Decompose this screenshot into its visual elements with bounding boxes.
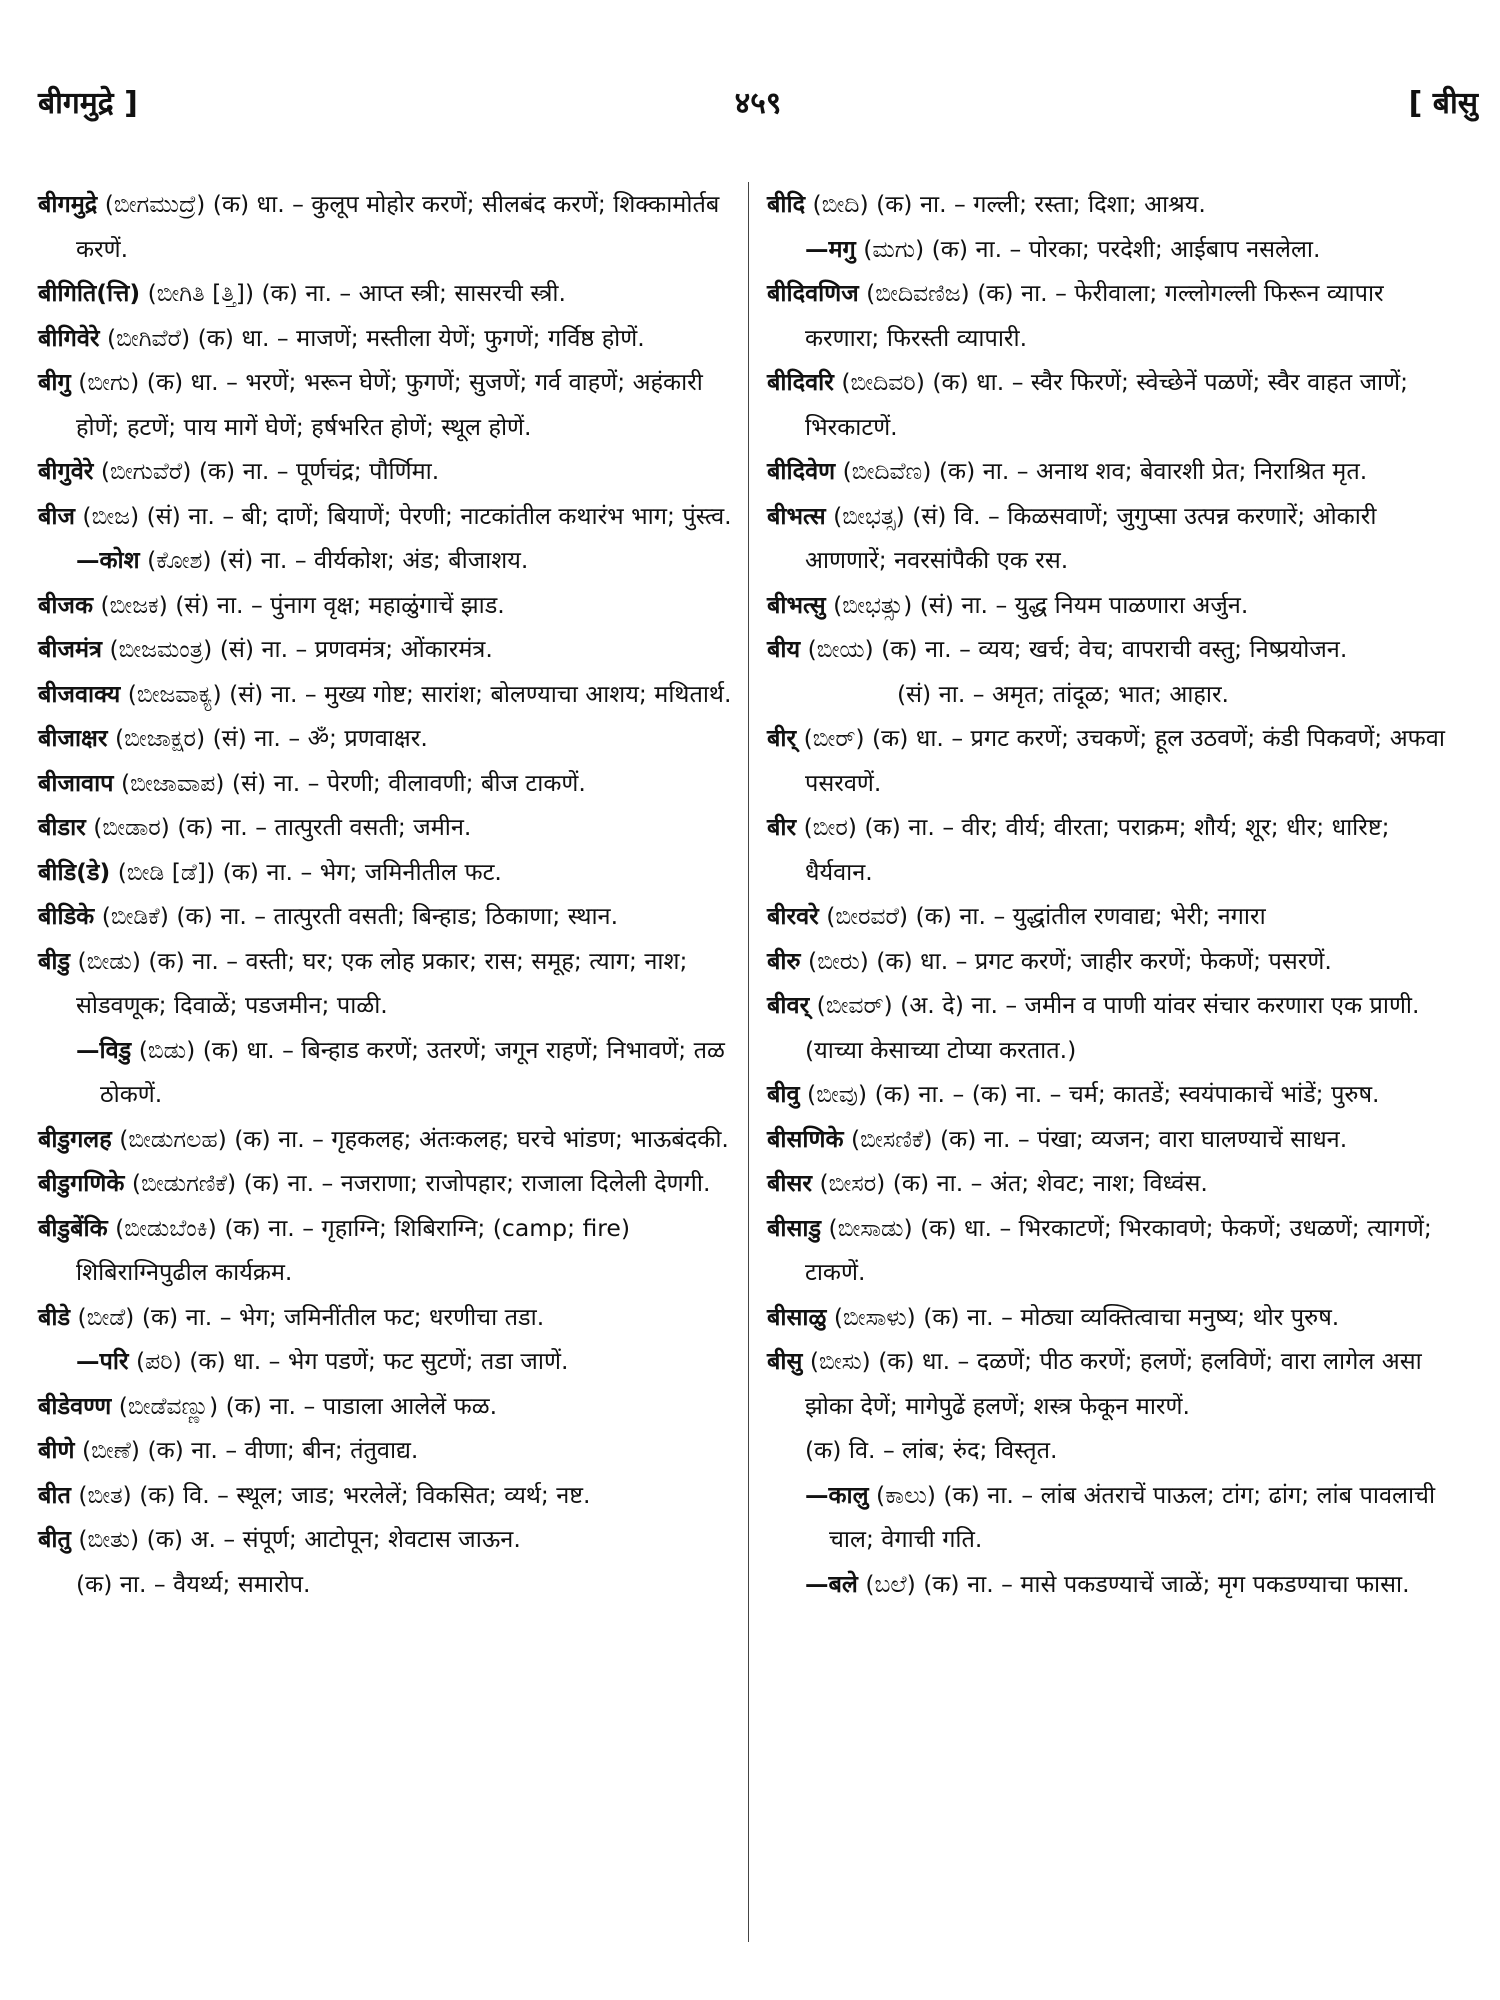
entry-headword: —कालु: [805, 1480, 869, 1509]
entry-definition: (ಬೀಡು) (क) ना. – वस्ती; घर; एक लोह प्रकार; रास; समूह; त्याग; नाश; सोडवणूक; दिवाळें; पडजमीन; पाळी.: [70, 946, 688, 1019]
entry-definition: (ಬೀರ್) (क) धा. – प्रगट करणें; उचकणें; हूल उठवणें; कंडी पिकवणें; अफवा पसरवणें.: [796, 724, 1445, 797]
entry-headword: बीदिवेण: [767, 457, 836, 485]
entry-definition: (ಬೀಡಿ [ಡೆ]) (क) ना. – भेग; जमिनीतील फट.: [110, 857, 502, 886]
dictionary-entry: [38, 1562, 734, 1607]
dictionary-entry: [38, 716, 734, 761]
left-column: [38, 182, 748, 1942]
dictionary-entry: [767, 271, 1458, 360]
entry-definition: (सं) ना. – अमृत; तांदूळ; भात; आहार.: [897, 679, 1230, 708]
entry-definition: (ಬಲೆ) (क) ना. – मासे पकडण्याचें जाळें; मृग पकडण्याचा फासा.: [857, 1569, 1410, 1598]
entry-definition: (ಬೀಣೆ) (क) ना. – वीणा; बीन; तंतुवाद्य.: [74, 1436, 419, 1464]
right-column: [748, 182, 1458, 1942]
dictionary-entry: [767, 1562, 1458, 1607]
entry-headword: बीसाळु: [767, 1302, 827, 1331]
dictionary-entry: [38, 182, 734, 271]
dictionary-entry: [767, 716, 1458, 805]
entry-headword: बीवर्: [767, 991, 810, 1019]
entry-headword: बीजमंत्र: [38, 635, 102, 663]
entry-definition: (ಬೀಡೆವಣ್ಣು) (क) ना. – पाडाला आलेलें फळ.: [111, 1391, 498, 1420]
dictionary-entry: [767, 1428, 1458, 1473]
entry-definition: (ಬೀಡಿಕೆ) (क) ना. – तात्पुरती वसती; बिन्हाड; ठिकाणा; स्थान.: [94, 902, 619, 930]
page-number: ४५९: [734, 86, 782, 121]
entry-headword: बीज: [38, 501, 75, 530]
dictionary-entry: [767, 1206, 1458, 1295]
dictionary-entry: [767, 805, 1458, 894]
dictionary-entry: [38, 1161, 734, 1206]
entry-headword: —विडु: [76, 1035, 132, 1064]
entry-headword: बीडुगणिके: [38, 1169, 125, 1197]
entry-definition: (ಬೀಸಣಿಕೆ) (क) ना. – पंखा; व्यजन; वारा घालण्याचें साधन.: [843, 1124, 1348, 1153]
entry-headword: बीवु: [767, 1080, 800, 1108]
dictionary-entry: [767, 182, 1458, 227]
entry-definition: (ಬೀರವರೆ) (क) ना. – युद्धांतील रणवाद्य; भेरी; नगारा: [818, 902, 1266, 930]
entry-definition: (ಬೀಸರ) (क) ना. – अंत; शेवट; नाश; विध्वंस.: [812, 1169, 1208, 1197]
dictionary-entry: [38, 850, 734, 895]
entry-definition: (ಬೀಜಕ) (सं) ना. – पुंनाग वृक्ष; महाळुंगाचें झाड.: [93, 590, 505, 619]
dictionary-entry: [767, 583, 1458, 628]
dictionary-entry: [38, 939, 734, 1028]
dictionary-entry: [38, 360, 734, 449]
entry-definition: (ಬೀಗಮುದ್ರೆ) (क) धा. – कुलूप मोहोर करणें; सीलबंद करणें; शिक्कामोर्तब करणें.: [76, 190, 720, 263]
entry-definition: (ಬೀವು) (क) ना. – (क) ना. – चर्म; कातडें; स्वयंपाकाचें भांडें; पुरुष.: [799, 1080, 1380, 1108]
entry-headword: —कोश: [76, 546, 140, 574]
entry-definition: (ಬೀಯ) (क) ना. – व्यय; खर्च; वेच; वापराची वस्तु; निष्प्रयोजन.: [800, 635, 1348, 663]
entry-headword: बीडुगलह: [38, 1124, 112, 1153]
entry-headword: बीसाडु: [767, 1213, 822, 1242]
dictionary-entry: [38, 494, 734, 539]
entry-definition: (ಬೀದಿ) (क) ना. – गल्ली; रस्ता; दिशा; आश्रय.: [805, 190, 1206, 218]
entry-definition: (ಬೀಡೆ) (क) ना. – भेग; जमिनींतील फट; धरणीचा तडा.: [70, 1302, 545, 1331]
dictionary-entry: [38, 894, 734, 939]
entry-definition: (ಪರಿ) (क) धा. – भेग पडणें; फट सुटणें; तडा जाणें.: [128, 1347, 569, 1375]
entry-headword: बीत: [38, 1480, 71, 1509]
dictionary-entry: [767, 494, 1458, 583]
dictionary-entry: [38, 1384, 734, 1429]
entry-definition: (ಬೀಗಿವೆರೆ) (क) धा. – माजणें; मस्तीला येणें; फुगणें; गर्विष्ठ होणें.: [99, 323, 645, 352]
entry-definition: (ಬಿಡು) (क) धा. – बिन्हाड करणें; उतरणें; जगून राहणें; निभावणें; तळ ठोकणें.: [100, 1035, 725, 1108]
header-right-guideword: [ बीसु: [1408, 86, 1478, 121]
entry-headword: बीडिके: [38, 902, 95, 930]
entry-definition: (ಬೀಭತ್ಸ) (सं) वि. – किळसवाणें; जुगुप्सा उत्पन्न करणारें; ओकारी आणणारें; नवरसांपैकी एक रस.: [805, 501, 1377, 574]
entry-definition: (ಮಗು) (क) ना. – पोरका; परदेशी; आईबाप नसलेला.: [855, 234, 1321, 263]
entry-definition: (ಕಾಲು) (क) ना. – लांब अंतराचें पाऊल; टांग; ढांग; लांब पावलाची चाल; वेगाची गति.: [829, 1480, 1436, 1553]
entry-headword: बीडेवण्ण: [38, 1391, 112, 1420]
entry-headword: बीर: [767, 813, 797, 841]
entry-headword: बीडु: [38, 946, 71, 975]
dictionary-entry: [767, 449, 1458, 494]
dictionary-entry: [767, 1161, 1458, 1206]
entry-headword: बीभत्स: [767, 501, 826, 530]
entry-headword: बीय: [767, 635, 801, 663]
entry-headword: —परि: [76, 1347, 129, 1375]
dictionary-entry: [767, 672, 1458, 717]
entry-headword: बीसु: [767, 1347, 803, 1375]
entry-definition: (ಬೀಗು) (क) धा. – भरणें; भरून घेणें; फुगणें; सुजणें; गर्व वाहणें; अहंकारी होणें; हटणें; पाय मागें घेणें; हर्षभरित होणें; स्थूल होणें.: [70, 368, 703, 441]
dictionary-entry: [38, 583, 734, 628]
dictionary-entry: [767, 1473, 1458, 1562]
entry-headword: बीतु: [38, 1525, 71, 1553]
entry-definition: (ಬೀಜಾಕ್ಷರ) (सं) ना. – ॐ; प्रणवाक्षर.: [107, 724, 428, 752]
dictionary-entry: [767, 939, 1458, 984]
entry-definition: (ಬೀರು) (क) धा. – प्रगट करणें; जाहीर करणें; फेकणें; पसरणें.: [800, 946, 1332, 975]
dictionary-entry: [767, 1072, 1458, 1117]
dictionary-entry: [38, 627, 734, 672]
entry-definition: (ಬೀಗುವೆರೆ) (क) ना. – पूर्णचंद्र; पौर्णिमा.: [93, 457, 440, 485]
entry-headword: बीडार: [38, 813, 86, 841]
entry-definition: (ಬೀಗಿತಿ [ತ್ತಿ]) (क) ना. – आप्त स्त्री; सासरची स्त्री.: [140, 279, 566, 307]
dictionary-entry: [38, 1339, 734, 1384]
entry-headword: बीगिवेरे: [38, 323, 100, 352]
entry-headword: बीडे: [38, 1302, 71, 1331]
entry-definition: (ಬೀವರ್) (अ. दे) ना. – जमीन व पाणी यांवर संचार करणारा एक प्राणी. (याच्या केसाच्या टोप्या करतात.): [805, 991, 1420, 1064]
dictionary-entry: [38, 1428, 734, 1473]
dictionary-entry: [38, 672, 734, 717]
entry-headword: बीजाक्षर: [38, 724, 108, 752]
page-header: [38, 72, 1478, 122]
entry-definition: (ಬೀಡಾರ) (क) ना. – तात्पुरती वसती; जमीन.: [85, 813, 472, 841]
entry-headword: बीजावाप: [38, 768, 114, 797]
dictionary-entry: [38, 271, 734, 316]
dictionary-entry: [767, 360, 1458, 449]
entry-definition: (ಬೀಜಮಂತ್ರ) (सं) ना. – प्रणवमंत्र; ओंकारमंत्र.: [101, 635, 493, 663]
entry-definition: (ಬೀದಿವಣಿಜ) (क) ना. – फेरीवाला; गल्लोगल्ली फिरून व्यापार करणारा; फिरस्ती व्यापारी.: [805, 279, 1384, 352]
dictionary-entry: [38, 1473, 734, 1518]
entry-definition: (ಬೀಸಾಡು) (क) धा. – भिरकाटणें; भिरकावणे; फेकणें; उधळणें; त्यागणें; टाकणें.: [805, 1213, 1432, 1286]
entry-definition: (ಬೀತ) (क) वि. – स्थूल; जाड; भरलेलें; विकसित; व्यर्थ; नष्ट.: [70, 1480, 591, 1509]
entry-headword: बीसर: [767, 1169, 813, 1197]
entry-headword: बीणे: [38, 1436, 75, 1464]
dictionary-entry: [38, 449, 734, 494]
dictionary-entry: [767, 227, 1458, 272]
entry-definition: (ಬೀಡುಗಣಿಕೆ) (क) ना. – नजराणा; राजोपहार; राजाला दिलेली देणगी.: [124, 1169, 711, 1197]
entry-headword: बीजवाक्य: [38, 679, 121, 708]
entry-definition: (ಬೀದಿವೆಣ) (क) ना. – अनाथ शव; बेवारशी प्रेत; निराश्रित मृत.: [835, 457, 1368, 485]
entry-headword: बीदिवरि: [767, 368, 834, 396]
entry-headword: बीडि(डे): [38, 857, 111, 886]
entry-definition: (ಬೀತು) (क) अ. – संपूर्ण; आटोपून; शेवटास जाऊन.: [70, 1525, 521, 1553]
entry-definition: (ಬೀಭತ್ಸು) (सं) ना. – युद्ध नियम पाळणारा अर्जुन.: [825, 590, 1249, 619]
entry-headword: बीदिवणिज: [767, 279, 859, 307]
dictionary-entry: [767, 983, 1458, 1072]
entry-headword: बीगमुद्रे: [38, 190, 98, 218]
dictionary-entry: [38, 761, 734, 806]
entry-definition: (क) ना. – वैयर्थ्य; समारोप.: [76, 1569, 311, 1598]
entry-headword: बीभत्सु: [767, 590, 826, 619]
dictionary-entry: [767, 1117, 1458, 1162]
entry-definition: (ಬೀಸಾಳು) (क) ना. – मोठ्या व्यक्तित्वाचा मनुष्य; थोर पुरुष.: [826, 1302, 1340, 1331]
dictionary-entry: [38, 538, 734, 583]
entry-headword: बीगिति(त्ति): [38, 279, 141, 307]
entry-definition: (ಕೋಶ) (सं) ना. – वीर्यकोश; अंड; बीजाशय.: [139, 546, 529, 574]
entry-definition: (ಬೀರ) (क) ना. – वीर; वीर्य; वीरता; पराक्रम; शौर्य; शूर; धीर; धारिष्ट; धैर्यवान.: [796, 813, 1390, 886]
entry-definition: (ಬೀಡುಗಲಹ) (क) ना. – गृहकलह; अंतःकलह; घरचे भांडण; भाऊबंदकी.: [111, 1124, 729, 1153]
dictionary-entry: [38, 316, 734, 361]
entry-headword: बीर्: [767, 724, 797, 752]
entry-headword: बीदि: [767, 190, 806, 218]
dictionary-entry: [38, 1206, 734, 1295]
dictionary-entry: [767, 894, 1458, 939]
entry-headword: बीरवरे: [767, 902, 819, 930]
dictionary-entry: [38, 1295, 734, 1340]
entry-headword: बीजक: [38, 590, 93, 619]
entry-definition: (ಬೀಜಾವಾಪ) (सं) ना. – पेरणी; वीलावणी; बीज टाकणें.: [113, 768, 586, 797]
entry-definition: (ಬೀಡುಬೆಂಕಿ) (क) ना. – गृहाग्नि; शिबिराग्नि; (camp; fire) शिबिराग्निपुढील कार्यक्रम.: [76, 1213, 631, 1286]
entry-headword: —बले: [805, 1569, 858, 1598]
dictionary-entry: [38, 1517, 734, 1562]
dictionary-entry: [767, 627, 1458, 672]
dictionary-entry: [767, 1339, 1458, 1428]
entry-definition: (ಬೀದಿವರಿ) (क) धा. – स्वैर फिरणें; स्वेच्छेनें पळणें; स्वैर वाहत जाणें; भिरकाटणें.: [805, 368, 1409, 441]
two-column-body: [38, 182, 1478, 1942]
entry-headword: बीरु: [767, 946, 801, 975]
entry-headword: बीगुवेरे: [38, 457, 94, 485]
entry-headword: —मगु: [805, 234, 856, 263]
entry-headword: बीगु: [38, 368, 71, 396]
dictionary-entry: [38, 1028, 734, 1117]
entry-headword: बीडुबेंकि: [38, 1213, 108, 1242]
dictionary-entry: [38, 1117, 734, 1162]
entry-definition: (ಬೀಜವಾಕ್ಯ) (सं) ना. – मुख्य गोष्ट; सारांश; बोलण्याचा आशय; मथितार्थ.: [120, 679, 732, 708]
entry-definition: (ಬೀಜ) (सं) ना. – बी; दाणें; बियाणें; पेरणी; नाटकांतील कथारंभ भाग; पुंस्त्व.: [74, 501, 732, 530]
entry-definition: (ಬೀಸು) (क) धा. – दळणें; पीठ करणें; हलणें; हलविणें; वारा लागेल असा झोका देणें; मागेपुढें हलणें; शस्त्र फेकून मारणें.: [802, 1347, 1422, 1420]
entry-definition: (क) वि. – लांब; रुंद; विस्तृत.: [805, 1436, 1058, 1464]
dictionary-entry: [767, 1295, 1458, 1340]
entry-headword: बीसणिके: [767, 1124, 844, 1153]
dictionary-entry: [38, 805, 734, 850]
header-left-guideword: बीगमुद्रे ]: [38, 86, 138, 121]
